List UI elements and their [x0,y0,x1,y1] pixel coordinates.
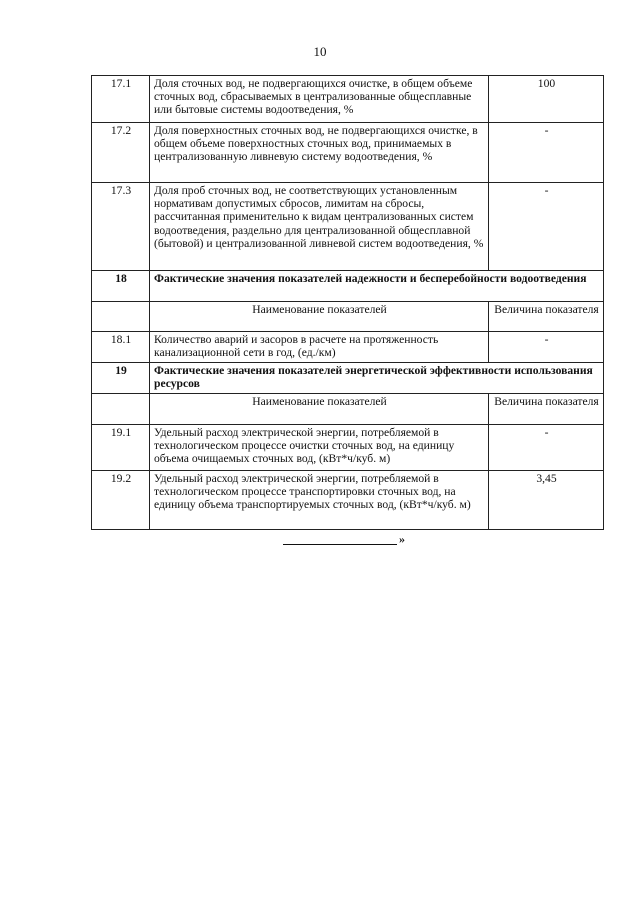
indicator-value: 3,45 [489,471,604,530]
indicator-value: - [489,123,604,183]
table-row [92,425,604,471]
section-title: Фактические значения показателей надежности и бесперебойности водоотведения [150,271,604,302]
name-column-header: Наименование показателей [150,302,489,332]
indicator-value: - [489,425,604,471]
row-number: 17.3 [92,183,150,271]
section-number: 18 [92,271,150,302]
section-row [92,363,604,394]
page-number: 10 [313,44,327,59]
row-number: 19.2 [92,471,150,530]
indicator-name: Количество аварий и засоров в расчете на протяженность канализационной сети в год, (ед./км) [150,332,489,363]
empty-cell [92,302,150,332]
section-number: 19 [92,363,150,394]
indicators-table [91,75,604,530]
table-row [92,183,604,271]
indicator-name: Удельный расход электрической энергии, потребляемой в технологическом процессе очистки сточных вод, на единицу объема очищаемых сточных вод, (кВт*ч/куб. м) [150,425,489,471]
indicator-value: - [489,183,604,271]
section-title: Фактические значения показателей энергетической эффективности использования ресурсов [150,363,604,394]
name-column-header: Наименование показателей [150,394,489,425]
closing-underline [283,544,397,545]
closing-mark [283,532,408,546]
section-row [92,271,604,302]
indicator-name: Удельный расход электрической энергии, потребляемой в технологическом процессе транспортировки сточных вод, на единицу объема транспортируемых сточных вод, (кВт*ч/куб. м) [150,471,489,530]
closing-quote: » [399,532,405,546]
indicator-name: Доля сточных вод, не подвергающихся очистке, в общем объеме сточных вод, сбрасываемых в централизованные общесплавные или бытовые системы водоотведения, % [150,76,489,123]
row-number: 17.2 [92,123,150,183]
header-row [92,302,604,332]
table-row [92,332,604,363]
value-column-header: Величина показателя [489,302,604,332]
row-number: 19.1 [92,425,150,471]
row-number: 18.1 [92,332,150,363]
table-row [92,123,604,183]
empty-cell [92,394,150,425]
indicator-name: Доля поверхностных сточных вод, не подвергающихся очистке, в общем объеме поверхностных сточных вод, принимаемых в централизованную ливневую систему водоотведения, % [150,123,489,183]
table-row [92,471,604,530]
header-row [92,394,604,425]
row-number: 17.1 [92,76,150,123]
indicator-value: - [489,332,604,363]
table-row [92,76,604,123]
value-column-header: Величина показателя [489,394,604,425]
indicator-value: 100 [489,76,604,123]
indicator-name: Доля проб сточных вод, не соответствующих установленным нормативам допустимых сбросов, лимитам на сбросы, рассчитанная применительно к видам централизованных систем водоотведения, раздельно для централизованной общесплавной (бытовой) и централизованной ливневой систем водоотведения, % [150,183,489,271]
